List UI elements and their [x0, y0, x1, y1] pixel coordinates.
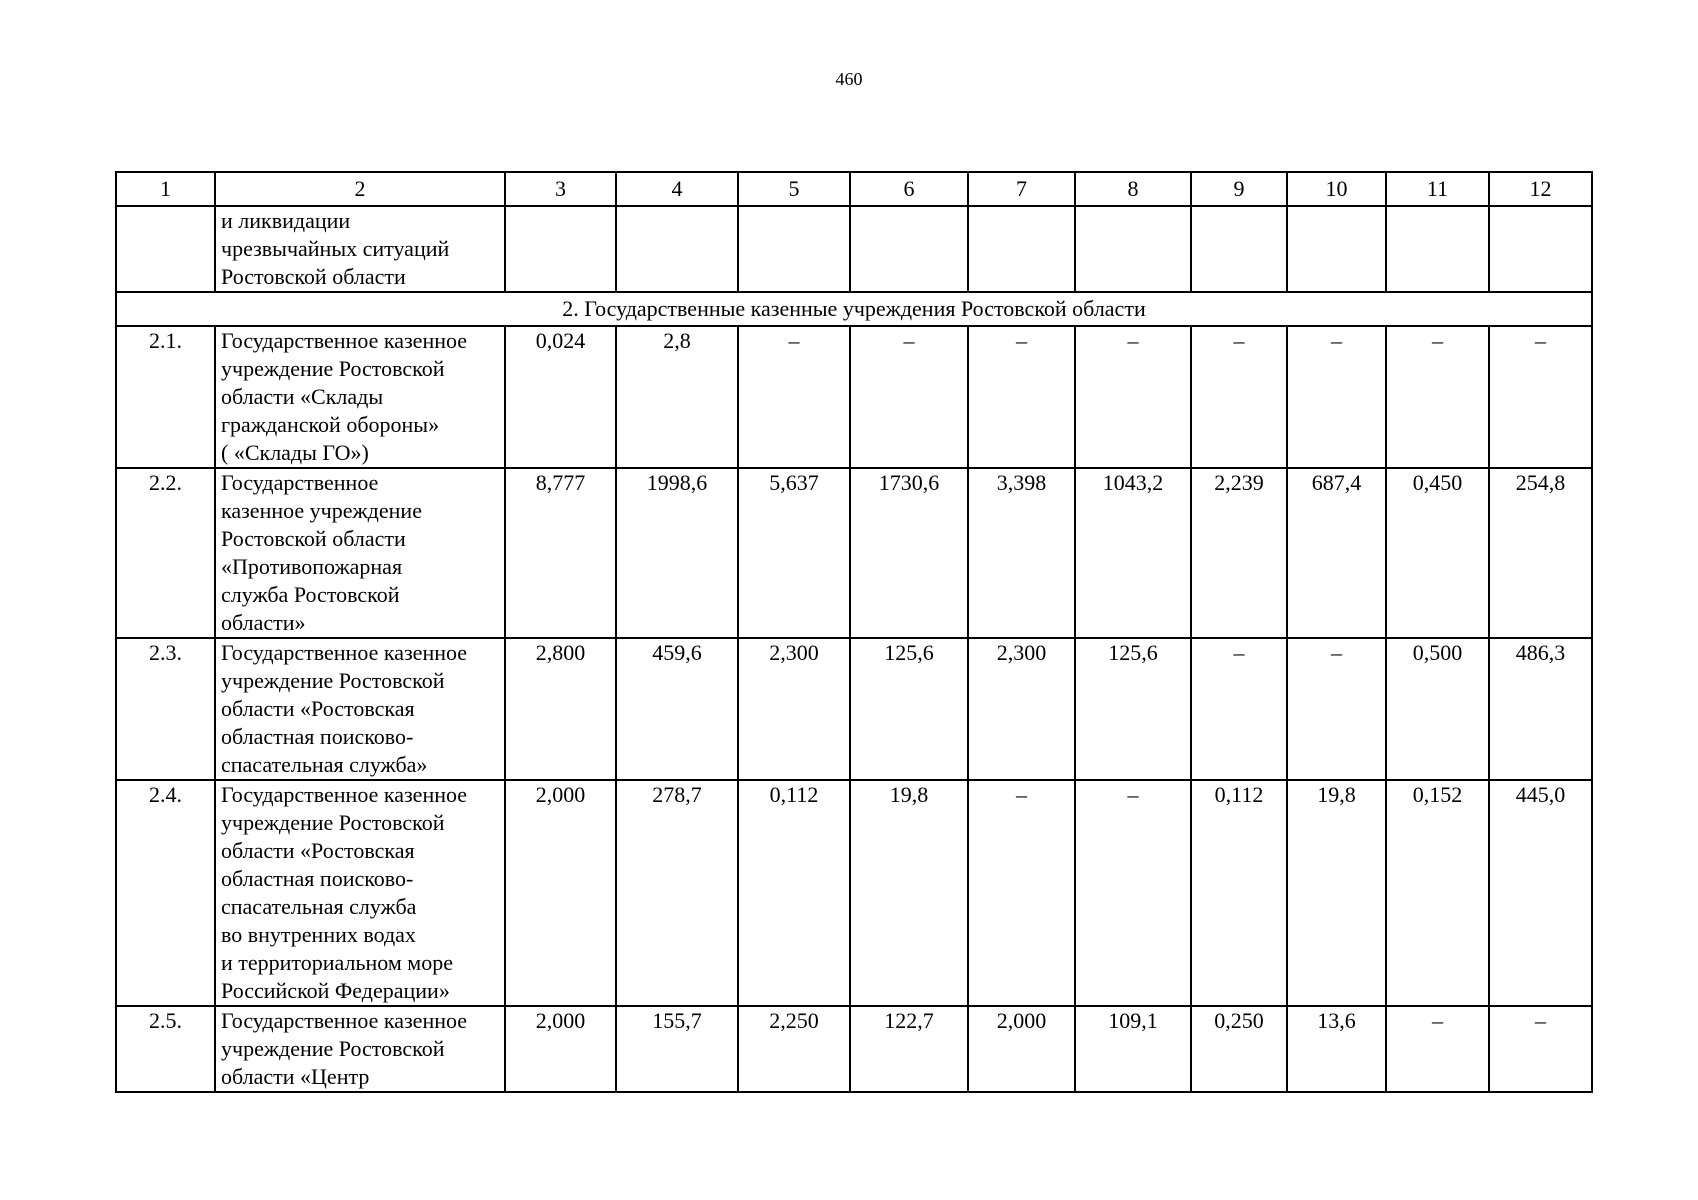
value-cell: 1730,6	[850, 468, 968, 638]
institution-name	[215, 206, 505, 292]
institution-name-line: областная поисково-	[221, 866, 414, 891]
institution-name-line: «Противопожарная	[221, 554, 403, 579]
institution-name-line: Ростовской области	[221, 264, 406, 289]
institution-name-line: гражданской обороны»	[221, 412, 440, 437]
value-cell: 2,300	[968, 638, 1075, 780]
value-cell: –	[850, 326, 968, 468]
institution-name-line: учреждение Ростовской	[221, 356, 445, 381]
institution-name-line: Государственное казенное	[221, 640, 468, 665]
column-header: 10	[1287, 172, 1386, 206]
column-header: 12	[1489, 172, 1592, 206]
value-cell: 278,7	[616, 780, 738, 1006]
value-cell: –	[968, 326, 1075, 468]
institution-name-line: области «Центр	[221, 1064, 370, 1089]
value-cell	[1075, 206, 1191, 292]
institution-name-line: и ликвидации	[221, 208, 351, 233]
institution-name-line: области «Склады	[221, 384, 384, 409]
institution-name-line: спасательная служба	[221, 894, 417, 919]
institution-name-line: области «Ростовская	[221, 696, 415, 721]
value-cell	[850, 206, 968, 292]
institution-name-line: учреждение Ростовской	[221, 810, 445, 835]
institution-name-line: ( «Склады ГО»)	[221, 440, 369, 465]
value-cell	[1191, 206, 1287, 292]
institution-name-line: Государственное	[221, 470, 379, 495]
table-row	[116, 468, 1592, 638]
value-cell: 687,4	[1287, 468, 1386, 638]
value-cell: 0,112	[738, 780, 850, 1006]
row-number: 2.3.	[116, 638, 215, 780]
value-cell: –	[738, 326, 850, 468]
value-cell: –	[1489, 326, 1592, 468]
value-cell: 445,0	[1489, 780, 1592, 1006]
institution-name-line: Государственное казенное	[221, 328, 468, 353]
row-number: 2.5.	[116, 1006, 215, 1092]
table-body	[116, 172, 1592, 1092]
institution-name	[215, 468, 505, 638]
value-cell: 2,8	[616, 326, 738, 468]
column-header: 6	[850, 172, 968, 206]
row-number: 2.4.	[116, 780, 215, 1006]
value-cell: 459,6	[616, 638, 738, 780]
value-cell: 125,6	[1075, 638, 1191, 780]
table-row	[116, 1006, 1592, 1092]
data-table	[115, 171, 1593, 1093]
value-cell: 1043,2	[1075, 468, 1191, 638]
value-cell: 5,637	[738, 468, 850, 638]
institution-name-line: области»	[221, 610, 306, 635]
continuation-row	[116, 206, 1592, 292]
value-cell: –	[1287, 638, 1386, 780]
column-header: 3	[505, 172, 616, 206]
institution-name-line: чрезвычайных ситуаций	[221, 236, 450, 261]
value-cell: 486,3	[1489, 638, 1592, 780]
value-cell: 122,7	[850, 1006, 968, 1092]
column-header: 7	[968, 172, 1075, 206]
institution-name-line: во внутренних водах	[221, 922, 416, 947]
institution-name	[215, 326, 505, 468]
value-cell: –	[1075, 780, 1191, 1006]
value-cell	[616, 206, 738, 292]
institution-name-line: областная поисково-	[221, 724, 414, 749]
value-cell: –	[1191, 326, 1287, 468]
institution-name-line: казенное учреждение	[221, 498, 422, 523]
column-header: 1	[116, 172, 215, 206]
value-cell: –	[1386, 1006, 1489, 1092]
value-cell: –	[1191, 638, 1287, 780]
column-header-row	[116, 172, 1592, 206]
column-header: 4	[616, 172, 738, 206]
value-cell: –	[1287, 326, 1386, 468]
value-cell: 1998,6	[616, 468, 738, 638]
institution-name-line: учреждение Ростовской	[221, 668, 445, 693]
institution-name-line: Государственное казенное	[221, 1008, 468, 1033]
section-title: 2. Государственные казенные учреждения Ростовской области	[116, 292, 1592, 326]
value-cell: –	[1075, 326, 1191, 468]
value-cell: 0,112	[1191, 780, 1287, 1006]
value-cell: 19,8	[1287, 780, 1386, 1006]
column-header: 2	[215, 172, 505, 206]
row-number	[116, 206, 215, 292]
value-cell	[968, 206, 1075, 292]
value-cell: 13,6	[1287, 1006, 1386, 1092]
value-cell	[738, 206, 850, 292]
value-cell: 8,777	[505, 468, 616, 638]
value-cell: 0,500	[1386, 638, 1489, 780]
value-cell: 3,398	[968, 468, 1075, 638]
institution-name-line: спасательная служба»	[221, 752, 428, 777]
value-cell: 2,239	[1191, 468, 1287, 638]
section-row	[116, 292, 1592, 326]
value-cell: 254,8	[1489, 468, 1592, 638]
value-cell	[1386, 206, 1489, 292]
institution-name-line: Государственное казенное	[221, 782, 468, 807]
value-cell: 109,1	[1075, 1006, 1191, 1092]
column-header: 11	[1386, 172, 1489, 206]
value-cell: –	[968, 780, 1075, 1006]
institution-name-line: служба Ростовской	[221, 582, 400, 607]
value-cell: 0,250	[1191, 1006, 1287, 1092]
institution-name	[215, 1006, 505, 1092]
row-number: 2.2.	[116, 468, 215, 638]
value-cell: 0,450	[1386, 468, 1489, 638]
value-cell: 125,6	[850, 638, 968, 780]
value-cell: 2,300	[738, 638, 850, 780]
column-header: 5	[738, 172, 850, 206]
value-cell: –	[1489, 1006, 1592, 1092]
value-cell	[505, 206, 616, 292]
institution-name-line: Ростовской области	[221, 526, 406, 551]
table-row	[116, 638, 1592, 780]
page-number: 460	[835, 69, 863, 89]
value-cell: 0,152	[1386, 780, 1489, 1006]
value-cell: 0,024	[505, 326, 616, 468]
value-cell: 155,7	[616, 1006, 738, 1092]
table-row	[116, 780, 1592, 1006]
value-cell: 19,8	[850, 780, 968, 1006]
value-cell	[1489, 206, 1592, 292]
institution-name-line: Российской Федерации»	[221, 978, 450, 1003]
column-header: 8	[1075, 172, 1191, 206]
institution-name	[215, 638, 505, 780]
institution-name	[215, 780, 505, 1006]
institution-name-line: учреждение Ростовской	[221, 1036, 445, 1061]
institution-name-line: области «Ростовская	[221, 838, 415, 863]
value-cell: –	[1386, 326, 1489, 468]
value-cell: 2,800	[505, 638, 616, 780]
value-cell: 2,000	[505, 1006, 616, 1092]
value-cell	[1287, 206, 1386, 292]
value-cell: 2,000	[505, 780, 616, 1006]
row-number: 2.1.	[116, 326, 215, 468]
institution-name-line: и территориальном море	[221, 950, 453, 975]
column-header: 9	[1191, 172, 1287, 206]
table-row	[116, 326, 1592, 468]
value-cell: 2,000	[968, 1006, 1075, 1092]
value-cell: 2,250	[738, 1006, 850, 1092]
